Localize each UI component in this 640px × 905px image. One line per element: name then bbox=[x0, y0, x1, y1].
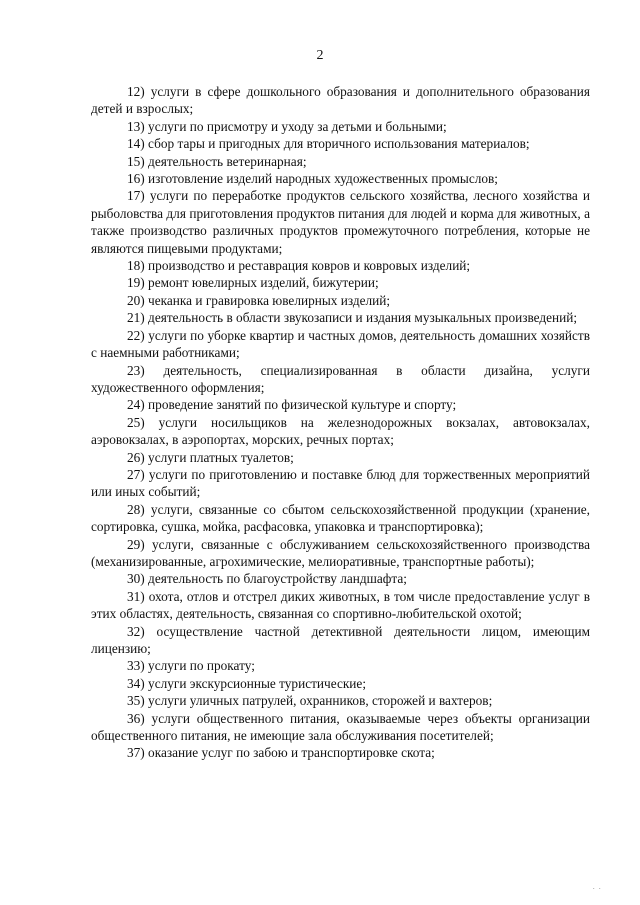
scan-mark: · · bbox=[592, 885, 602, 893]
list-item: 34) услуги экскурсионные туристические; bbox=[127, 675, 367, 691]
list-item: 18) производство и реставрация ковров и ковровых изделий; bbox=[127, 258, 471, 274]
list-item: 19) ремонт ювелирных изделий, бижутерии; bbox=[127, 275, 379, 291]
list-item: 32) осуществление частной детективной деятельности лицом, имеющим лицензию; bbox=[91, 623, 590, 656]
list-item: 25) услуги носильщиков на железнодорожных вокзалах, автовокзалах, аэровокзалах, в аэропортах, морских, речных портах; bbox=[91, 414, 590, 448]
list-item: 23) деятельность, специализированная в области дизайна, услуги художественного оформления; bbox=[91, 362, 590, 395]
list-item: 16) изготовление изделий народных художественных промыслов; bbox=[127, 171, 499, 187]
list-item: 30) деятельность по благоустройству ландшафта; bbox=[127, 571, 407, 587]
list-item: 26) услуги платных туалетов; bbox=[127, 449, 294, 465]
page-number: 2 bbox=[316, 48, 324, 63]
list-item: 22) услуги по уборке квартир и частных домов, деятельность домашних хозяйств с наемными работниками; bbox=[91, 327, 590, 361]
list-item: 35) услуги уличных патрулей, охранников, сторожей и вахтеров; bbox=[127, 693, 493, 709]
list-item: 27) услуги по приготовлению и поставке блюд для торжественных мероприятий или иных событий; bbox=[91, 466, 590, 500]
list-item: 15) деятельность ветеринарная; bbox=[127, 153, 307, 169]
list-item: 33) услуги по прокату; bbox=[127, 658, 255, 674]
list-item: 31) охота, отлов и отстрел диких животных, в том числе предоставление услуг в этих областях, деятельность, связанная со спортивно-любительской охотой; bbox=[91, 588, 590, 622]
list-item: 29) услуги, связанные с обслуживанием сельскохозяйственного производства (механизированные, агрохимические, мелиоративные, транспортные работы); bbox=[91, 536, 590, 569]
list-item: 37) оказание услуг по забою и транспортировке скота; bbox=[127, 745, 435, 761]
list-item: 20) чеканка и гравировка ювелирных изделий; bbox=[127, 292, 391, 308]
list-item: 12) услуги в сфере дошкольного образования и дополнительного образования детей и взрослых; bbox=[91, 84, 590, 117]
list-item: 24) проведение занятий по физической культуре и спорту; bbox=[127, 397, 457, 413]
list-item: 36) услуги общественного питания, оказываемые через объекты организации общественного питания, не имеющие зала обслуживания посетителей; bbox=[91, 710, 590, 744]
list-item: 13) услуги по присмотру и уходу за детьми и больными; bbox=[127, 118, 447, 134]
list-item: 21) деятельность в области звукозаписи и издания музыкальных произведений; bbox=[127, 310, 578, 326]
services-list bbox=[91, 83, 590, 762]
list-item: 28) услуги, связанные со сбытом сельскохозяйственной продукции (хранение, сортировка, сушка, мойка, расфасовка, упаковка и транспортировка); bbox=[91, 501, 590, 535]
list-item: 14) сбор тары и пригодных для вторичного использования материалов; bbox=[127, 136, 530, 152]
list-item: 17) услуги по переработке продуктов сельского хозяйства, лесного хозяйства и рыболовства для приготовления продуктов питания для людей и корма для животных, а также производство различных продуктов промежуточного потребления, которые не являются пищевыми продуктами; bbox=[91, 188, 590, 256]
